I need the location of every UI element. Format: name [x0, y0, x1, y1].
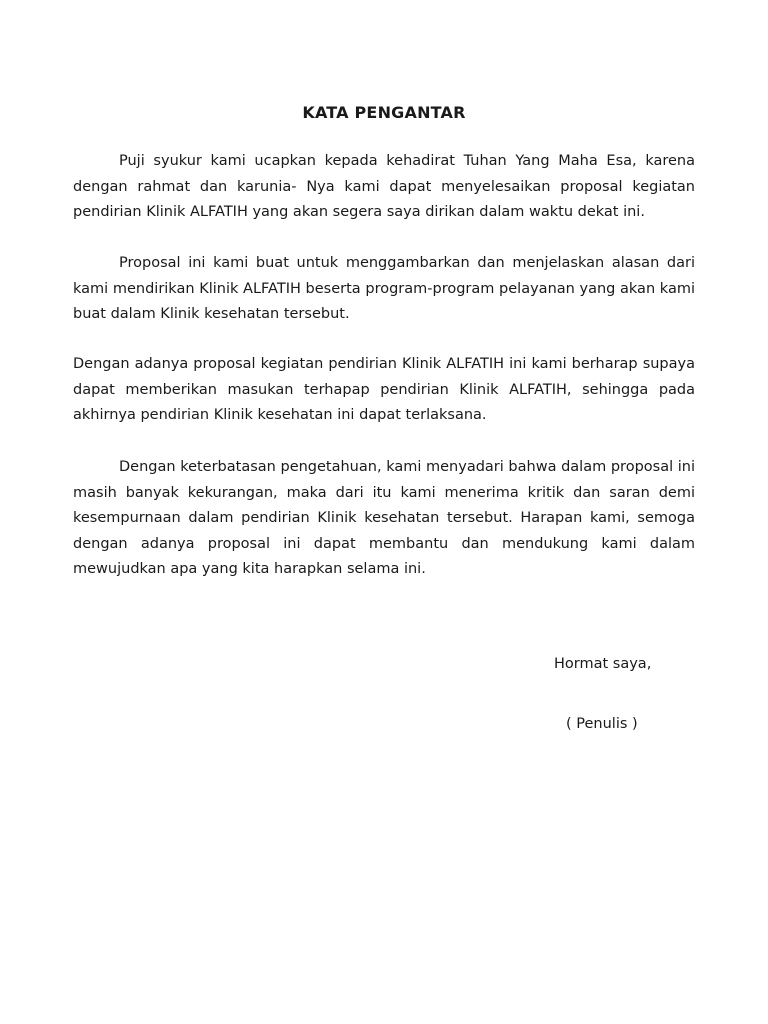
closing-salutation: Hormat saya, [554, 656, 652, 672]
paragraph-purpose: Proposal ini kami buat untuk menggambarkan dan menjelaskan alasan dari kami mendirikan Klinik ALFATIH beserta program-program pelayanan yang akan kami buat dalam Klinik kesehatan tersebut. [73, 255, 695, 322]
document-title: KATA PENGANTAR [302, 103, 466, 122]
paragraph-limitations: Dengan keterbatasan pengetahuan, kami menyadari bahwa dalam proposal ini masih banyak kekurangan, maka dari itu kami menerima kritik dan saran demi kesempurnaan dalam pendirian Klinik kesehatan tersebut. Harapan kami, semoga dengan adanya proposal ini dapat membantu dan mendukung kami dalam mewujudkan apa yang kita harapkan selama ini. [73, 459, 695, 577]
paragraph-hope: Dengan adanya proposal kegiatan pendirian Klinik ALFATIH ini kami berharap supaya dapat memberikan masukan terhapap pendirian Klinik ALFATIH, sehingga pada akhirnya pendirian Klinik kesehatan ini dapat terlaksana. [73, 356, 695, 423]
paragraph-gratitude: Puji syukur kami ucapkan kepada kehadirat Tuhan Yang Maha Esa, karena dengan rahmat dan karunia- Nya kami dapat menyelesaikan proposal kegiatan pendirian Klinik ALFATIH yang akan segera saya dirikan dalam waktu dekat ini. [73, 153, 695, 220]
signature-author: ( Penulis ) [566, 716, 638, 732]
